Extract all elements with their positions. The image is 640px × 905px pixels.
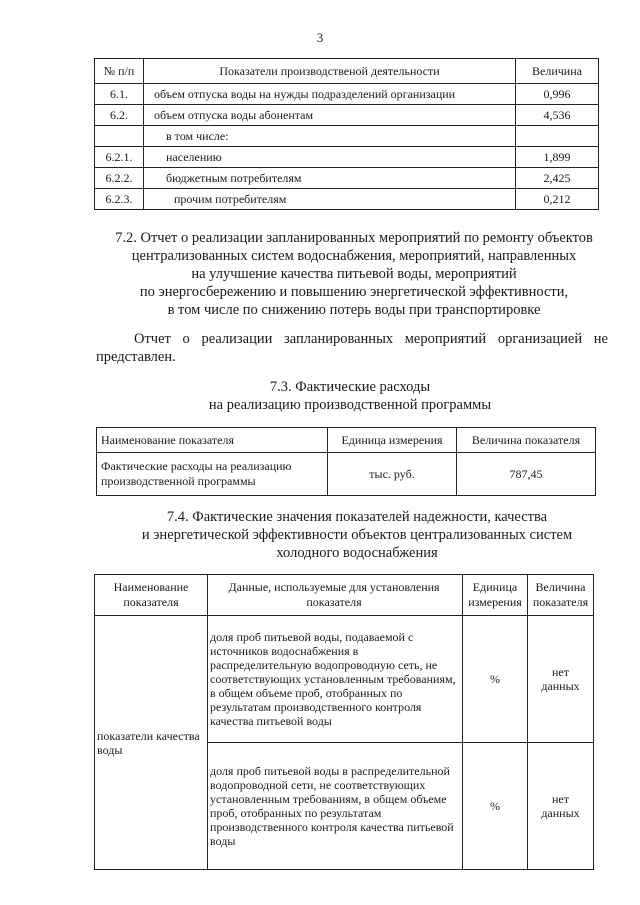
header-value: Величина показателя (528, 575, 594, 616)
table-row (95, 147, 599, 168)
row-number: 6.2. (95, 105, 144, 126)
row-value: нет данных (528, 616, 594, 743)
row-data: доля проб питьевой воды, подаваемой с источников водоснабжения в распределительную водопроводную сеть, не соответствующих установленным требованиям, в общем объеме проб, отобранных по результатам производственного контроля качества питьевой воды (208, 616, 463, 743)
row-value: 0,212 (516, 189, 599, 210)
table-header-row (95, 575, 594, 616)
row-value: 0,996 (516, 84, 599, 105)
row-name: прочим потребителям (144, 189, 516, 210)
actual-expenses-table (96, 427, 596, 496)
row-value: 2,425 (516, 168, 599, 189)
row-number: 6.2.1. (95, 147, 144, 168)
section-7-3-heading (130, 378, 570, 414)
row-number: 6.2.2. (95, 168, 144, 189)
table-row (97, 453, 596, 496)
row-name: в том числе: (144, 126, 516, 147)
table-row (95, 189, 599, 210)
heading-line: на улучшение качества питьевой воды, мероприятий (191, 266, 517, 282)
section-7-2-paragraph: Отчет о реализации запланированных мероприятий организацией не представлен. (96, 331, 608, 365)
row-unit: % (463, 616, 528, 743)
header-indicator: Показатели производственой деятельности (144, 59, 516, 84)
header-value: Величина (516, 59, 599, 84)
table-row (95, 105, 599, 126)
row-name: объем отпуска воды абонентам (144, 105, 516, 126)
row-number: 6.1. (95, 84, 144, 105)
header-value: Величина показателя (457, 428, 596, 453)
table-row (95, 126, 599, 147)
table-row (95, 616, 594, 743)
heading-line: и энергетической эффективности объектов централизованных систем (141, 527, 573, 543)
heading-line: 7.4. Фактические значения показателей надежности, качества (166, 509, 548, 525)
table-row (95, 84, 599, 105)
heading-line: централизованных систем водоснабжения, мероприятий, направленных (131, 248, 577, 264)
page-number: 3 (316, 30, 324, 45)
row-name: населению (144, 147, 516, 168)
row-number (95, 126, 144, 147)
section-7-2-heading (100, 229, 608, 319)
row-unit: % (463, 743, 528, 870)
heading-line: 7.3. Фактические расходы (269, 379, 431, 395)
production-indicators-table (94, 58, 599, 210)
row-name: объем отпуска воды на нужды подразделений организации (144, 84, 516, 105)
row-data: доля проб питьевой воды в распределительной водопроводной сети, не соответствующих установленным требованиям, в общем объеме проб, отобранных по результатам производственного контроля качества питьевой воды (208, 743, 463, 870)
row-value (516, 126, 599, 147)
header-unit: Единица измерения (328, 428, 457, 453)
table-row (95, 168, 599, 189)
heading-line: 7.2. Отчет о реализации запланированных мероприятий по ремонту объектов (115, 230, 593, 246)
heading-line: холодного водоснабжения (276, 545, 438, 561)
section-7-4-heading (108, 508, 606, 562)
table-header-row (97, 428, 596, 453)
header-number: № п/п (95, 59, 144, 84)
row-name: бюджетным потребителям (144, 168, 516, 189)
row-name: Фактические расходы на реализацию производственной программы (97, 453, 328, 496)
row-value: нет данных (528, 743, 594, 870)
header-indicator-name: Наименование показателя (97, 428, 328, 453)
heading-line: на реализацию производственной программы (208, 397, 492, 413)
row-value: 787,45 (457, 453, 596, 496)
heading-line: в том числе по снижению потерь воды при транспортировке (167, 302, 541, 318)
row-category: показатели качества воды (95, 616, 208, 870)
header-data: Данные, используемые для установления показателя (208, 575, 463, 616)
row-unit: тыс. руб. (328, 453, 457, 496)
row-value: 4,536 (516, 105, 599, 126)
header-indicator-name: Наименование показателя (95, 575, 208, 616)
row-value: 1,899 (516, 147, 599, 168)
row-number: 6.2.3. (95, 189, 144, 210)
heading-line: по энергосбережению и повышению энергетической эффективности, (139, 284, 569, 300)
reliability-quality-table (94, 574, 594, 870)
header-unit: Единица измерения (463, 575, 528, 616)
table-header-row (95, 59, 599, 84)
